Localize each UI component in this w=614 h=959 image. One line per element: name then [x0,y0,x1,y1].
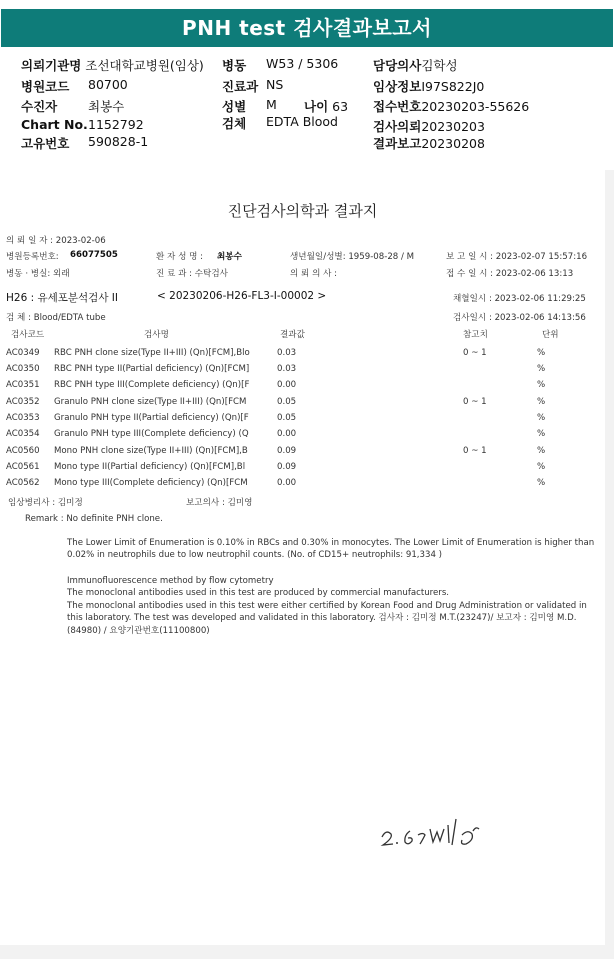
row-result: 0.09 [277,446,297,456]
enumeration-note: The Lower Limit of Enumeration is 0.10% in RBCs and 0.30% in monocytes. The Lower Limit of Enumeration is higher than 0.02% in neutrophils due to low neutrophil counts. (No. of CD15+ neutrophils: 91,334 ) [67,538,595,561]
handwritten-signature [376,813,516,853]
test-time: 검사일시 : 2023-02-06 14:13:56 [453,313,586,323]
remark: Remark : No definite PNH clone. [25,514,163,524]
row-result: 0.03 [277,348,297,358]
unique-no-value: 590828-1 [88,134,149,149]
page-bottom-strip [0,945,614,959]
row-test-name: Granulo PNH type II(Partial deficiency) (Qn)[F [54,413,249,423]
document-title: 진단검사의학과 결과지 [227,202,378,220]
department-label: 진료과 [222,79,259,94]
receipt-datetime: 접 수 일 시 : 2023-02-06 13:13 [446,269,574,279]
test-id: < 20230206-H26-FL3-I-00002 > [157,290,327,302]
row-result: 0.00 [277,380,297,390]
row-code: AC0349 [6,348,40,358]
patient-value: 최봉수 [88,99,125,114]
col-header-ref: 참고치 [463,330,488,340]
row-result: 0.09 [277,462,297,472]
row-code: AC0351 [6,380,40,390]
col-header-result: 결과값 [280,330,305,340]
specimen-value: EDTA Blood [266,114,338,129]
hospital-code-value: 80700 [88,77,128,92]
row-test-name: Granulo PNH type III(Complete deficiency) (Q [54,429,249,439]
row-unit: % [537,462,546,472]
row-unit: % [537,413,546,423]
reporting-doctor: 보고의사 : 김미영 [186,498,253,508]
row-code: AC0560 [6,446,40,456]
hospital-code-label: 병원코드 [21,79,70,94]
row-unit: % [537,478,546,488]
department-value: NS [266,77,284,92]
row-unit: % [537,364,546,374]
clinic-dept: 진 료 과 : 수탁검사 [156,269,228,279]
col-header-code: 검사코드 [11,330,45,340]
row-code: AC0352 [6,397,40,407]
receipt-no-field: 접수번호20230203-55626 [373,99,530,114]
ward-field: 병동 [222,58,247,73]
chart-no-value: 1152792 [88,117,144,132]
row-test-name: RBC PNH clone size(Type II+III) (Qn)[FCM],Blo [54,348,250,358]
requesting-doctor: 의 뢰 의 사 : [290,269,338,279]
report-date-field: 결과보고20230208 [373,136,485,151]
antibody-note: The monoclonal antibodies used in this test are produced by commercial manufacturers. [67,588,450,598]
validation-note: The monoclonal antibodies used in this test were either certified by Korean Food and Drug Administration or validated in this laboratory. The test was developed and validated in this laboratory. 검사자 : 김미정 M.T.(23247)/ 보고자 : 김미영 M.D.(84980) / 요양기관번호(11100800) [67,601,587,636]
row-result: 0.05 [277,413,297,423]
pathologist: 임상병리사 : 김미정 [8,498,83,508]
row-code: AC0350 [6,364,40,374]
test-name: H26 : 유세포분석검사 II [6,292,119,304]
sex-value: M [266,97,277,112]
patient-name-label: 환 자 성 명 : [156,252,204,262]
clinical-info-field: 임상정보I97S822J0 [373,79,485,94]
row-unit: % [537,380,546,390]
institution-field: 의뢰기관명 조선대학교병원(임상) [21,58,204,73]
row-reference: 0 ~ 1 [463,348,487,358]
reg-no-label: 병원등록번호: [6,252,59,262]
row-test-name: Mono type II(Partial deficiency) (Qn)[FCM],Bl [54,462,246,472]
method-note: Immunofluorescence method by flow cytometry [67,576,274,586]
row-result: 0.05 [277,397,297,407]
row-test-name: Mono type III(Complete deficiency) (Qn)[FCM [54,478,248,488]
reg-no-value: 66077505 [70,250,118,260]
unique-no-label: 고유번호 [21,136,70,151]
chart-no-label: Chart No. [21,117,88,132]
request-date-field: 검사의뢰20230203 [373,119,485,134]
specimen-type: 검 체 : Blood/EDTA tube [6,313,106,323]
col-header-unit: 단위 [542,330,559,340]
row-test-name: Mono PNH clone size(Type II+III) (Qn)[FCM],B [54,446,248,456]
report-datetime: 보 고 일 시 : 2023-02-07 15:57:16 [446,252,588,262]
patient-name-value: 최봉수 [217,252,242,262]
age-field: 나이 63 [304,99,349,114]
specimen-label: 검체 [222,116,247,131]
row-code: AC0561 [6,462,40,472]
collection-time: 채혈일시 : 2023-02-06 11:29:25 [453,294,586,304]
row-test-name: Granulo PNH clone size(Type II+III) (Qn)[FCM [54,397,247,407]
birth-sex: 생년월일/성별: 1959-08-28 / M [290,252,415,262]
row-result: 0.00 [277,429,297,439]
row-code: AC0354 [6,429,40,439]
row-unit: % [537,429,546,439]
row-unit: % [537,397,546,407]
sex-label: 성별 [222,99,247,114]
row-test-name: RBC PNH type II(Partial deficiency) (Qn)[FCM] [54,364,250,374]
report-header [0,0,614,170]
patient-label: 수진자 [21,99,58,114]
row-reference: 0 ~ 1 [463,446,487,456]
doctor-field: 담당의사김학성 [373,58,458,73]
report-title: PNH test 검사결과보고서 [1,9,613,47]
row-result: 0.03 [277,364,297,374]
row-reference: 0 ~ 1 [463,397,487,407]
row-result: 0.00 [277,478,297,488]
row-code: AC0353 [6,413,40,423]
ward-room: 병동 · 병실: 외래 [6,269,70,279]
row-test-name: RBC PNH type III(Complete deficiency) (Qn)[F [54,380,250,390]
ward-value: W53 / 5306 [266,56,339,71]
row-unit: % [537,348,546,358]
col-header-name: 검사명 [144,330,169,340]
row-unit: % [537,446,546,456]
row-code: AC0562 [6,478,40,488]
request-date: 의 뢰 일 자 : 2023-02-06 [6,236,106,246]
